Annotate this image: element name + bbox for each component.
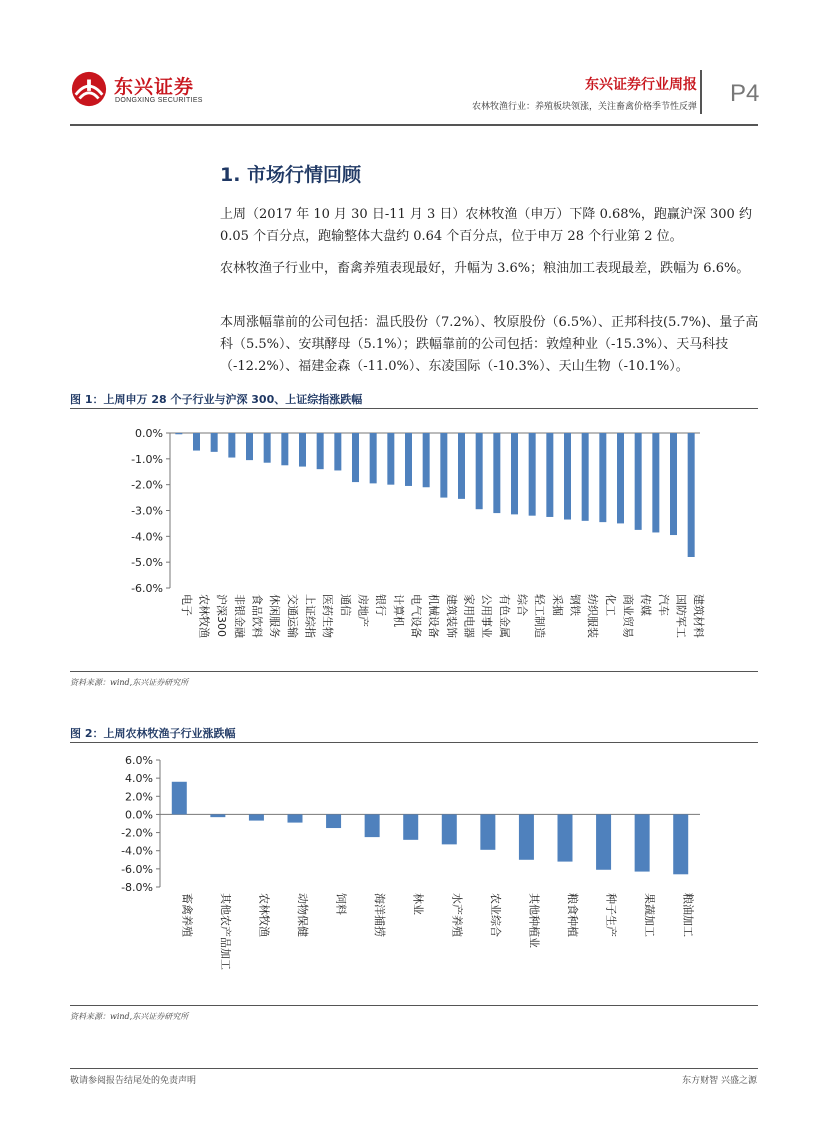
y-tick-label: -6.0%: [121, 862, 153, 876]
y-tick-label: 4.0%: [125, 772, 153, 786]
bar: [564, 433, 571, 520]
x-category-label: 休闲服务: [268, 594, 282, 638]
x-category-label: 轻工制造: [533, 594, 547, 638]
figure-2-label: 图 2：上周农林牧渔子行业涨跌幅: [70, 727, 236, 740]
bar: [652, 433, 659, 532]
bar: [440, 433, 447, 498]
x-category-label: 国防军工: [674, 594, 688, 638]
x-category-label: 汽车: [656, 594, 670, 616]
x-category-label: 有色金属: [497, 594, 511, 638]
bar: [673, 814, 688, 874]
logo-text-en: DONGXING SECURITIES: [115, 97, 203, 104]
x-category-label: 农林牧渔: [257, 893, 271, 937]
x-category-label: 农业综合: [488, 893, 502, 937]
x-category-label: 上证综指: [303, 594, 317, 638]
bar: [480, 814, 495, 849]
y-tick-label: -4.0%: [121, 844, 153, 858]
bar: [281, 433, 288, 465]
bar: [423, 433, 430, 487]
x-category-label: 综合: [515, 594, 529, 616]
x-category-label: 果蔬加工: [643, 893, 657, 937]
x-category-label: 水产养殖: [450, 893, 464, 937]
y-tick-label: -3.0%: [131, 504, 163, 518]
figure-1-bottom-rule: [70, 671, 758, 672]
bar: [370, 433, 377, 483]
figure-2-source: 资料来源：wind,东兴证券研究所: [70, 1012, 189, 1021]
bar: [264, 433, 271, 463]
y-tick-label: -2.0%: [131, 478, 163, 492]
bar: [326, 814, 341, 828]
figure-2-top-rule: [70, 742, 758, 743]
bar: [403, 814, 418, 839]
bar: [352, 433, 359, 482]
y-tick-label: 6.0%: [125, 754, 153, 767]
y-tick-label: -8.0%: [121, 881, 153, 894]
bar: [511, 433, 518, 514]
x-category-label: 海洋捕捞: [373, 893, 387, 937]
section-title: 1. 市场行情回顾: [220, 164, 362, 186]
company-logo-icon: [70, 70, 108, 108]
x-category-label: 畜禽养殖: [180, 893, 194, 937]
footer-slogan: 东方财智 兴盛之源: [682, 1076, 757, 1086]
y-tick-label: -5.0%: [131, 556, 163, 570]
x-category-label: 农林牧渔: [197, 594, 211, 638]
x-category-label: 种子生产: [604, 893, 618, 937]
bar: [635, 814, 650, 871]
x-category-label: 银行: [374, 594, 388, 616]
bar: [635, 433, 642, 530]
report-subtitle: 农林牧渔行业：养殖板块领涨，关注畜禽价格季节性反弹: [471, 102, 697, 112]
bar: [299, 433, 306, 467]
bar: [246, 433, 253, 460]
bar: [405, 433, 412, 486]
bar: [582, 433, 589, 521]
y-tick-label: 0.0%: [135, 427, 163, 440]
y-tick-label: 0.0%: [125, 808, 153, 822]
bar: [387, 433, 394, 485]
x-category-label: 粮食种植: [566, 893, 579, 937]
bar: [175, 433, 182, 434]
figure-1-label: 图 1：上周申万 28 个子行业与沪深 300、上证综指涨跌幅: [70, 393, 363, 406]
x-category-label: 其他农产品加工: [218, 893, 232, 970]
x-category-label: 沪深300: [215, 594, 229, 637]
bar: [670, 433, 677, 535]
bar: [442, 814, 457, 844]
x-category-label: 交通运输: [285, 594, 299, 638]
bar: [288, 814, 303, 822]
bar: [172, 782, 187, 815]
x-category-label: 其他种植业: [527, 893, 541, 948]
x-category-label: 非银金融: [232, 594, 246, 638]
bar: [558, 814, 573, 861]
y-tick-label: 2.0%: [125, 790, 153, 804]
bar: [519, 814, 534, 859]
paragraph-1: 上周（2017 年 10 月 30 日-11 月 3 日）农林牧渔（申万）下降 0.68%，跑赢沪深 300 约 0.05 个百分点，跑输整体大盘约 0.64 个百分点，位于申万 28 个行业第 2 位。: [220, 207, 752, 244]
y-tick-label: -6.0%: [131, 582, 163, 595]
bar: [334, 433, 341, 470]
y-tick-label: -1.0%: [131, 452, 163, 466]
paragraph-2: 农林牧渔子行业中，畜禽养殖表现最好，升幅为 3.6%；粮油加工表现最差，跌幅为 6.6%。: [220, 261, 750, 276]
x-category-label: 纺织服装: [586, 594, 600, 638]
report-title: 东兴证券行业周报: [585, 77, 697, 93]
bar: [211, 433, 218, 452]
x-category-label: 钢铁: [568, 594, 582, 616]
x-category-label: 食品饮料: [250, 594, 264, 638]
figure-2-bottom-rule: [70, 1005, 758, 1006]
bar: [476, 433, 483, 509]
y-tick-label: -4.0%: [131, 530, 163, 544]
x-category-label: 建筑材料: [692, 594, 706, 638]
x-category-label: 建筑装饰: [444, 594, 458, 638]
x-category-label: 计算机: [391, 594, 405, 627]
bar: [529, 433, 536, 516]
x-category-label: 家用电器: [462, 594, 476, 638]
bar: [546, 433, 553, 517]
x-category-label: 机械设备: [427, 594, 441, 638]
figure-1-chart: [70, 410, 758, 672]
x-category-label: 采掘: [550, 594, 564, 616]
bar: [228, 433, 235, 458]
bar: [193, 433, 200, 451]
page-number: P4: [730, 80, 760, 107]
figure-2-chart: [70, 744, 758, 1006]
bar: [688, 433, 695, 557]
x-category-label: 电子: [179, 594, 193, 616]
figure-1-source: 资料来源：wind,东兴证券研究所: [70, 678, 189, 687]
bar: [617, 433, 624, 523]
x-category-label: 通信: [338, 594, 352, 616]
x-category-label: 动物保健: [296, 893, 309, 937]
x-category-label: 公用事业: [480, 594, 494, 638]
x-category-label: 商业贸易: [621, 594, 635, 638]
x-category-label: 传媒: [639, 594, 653, 616]
x-category-label: 林业: [411, 893, 425, 915]
x-category-label: 粮油加工: [681, 893, 695, 937]
bar: [599, 433, 606, 522]
bar: [493, 433, 500, 513]
x-category-label: 医药生物: [321, 594, 335, 638]
x-category-label: 电气设备: [409, 594, 423, 638]
header-divider: [700, 70, 702, 114]
bar: [249, 814, 264, 820]
footer-rule: [70, 1068, 758, 1069]
paragraph-3: 本周涨幅靠前的公司包括：温氏股份（7.2%）、牧原股份（6.5%）、正邦科技(5.7%)、量子高科（5.5%）、安琪酵母（5.1%）；跌幅靠前的公司包括：敦煌种业（-15.3%）、天马科技（-12.2%）、福建金森（-11.0%）、东凌国际（-10.3%）、天山生物（-10.1%）。: [220, 315, 759, 374]
x-category-label: 化工: [603, 594, 617, 616]
footer-disclaimer: 敬请参阅报告结尾处的免责声明: [70, 1076, 197, 1086]
figure-1-top-rule: [70, 408, 758, 409]
bar: [210, 814, 225, 817]
x-category-label: 房地产: [356, 594, 370, 627]
x-category-label: 饲料: [334, 893, 348, 915]
bar: [458, 433, 465, 499]
bar: [365, 814, 380, 837]
bar: [317, 433, 324, 469]
header-rule: [70, 124, 758, 126]
bar: [596, 814, 611, 869]
logo-text-cn: 东兴证券: [114, 76, 195, 98]
y-tick-label: -2.0%: [121, 826, 153, 840]
